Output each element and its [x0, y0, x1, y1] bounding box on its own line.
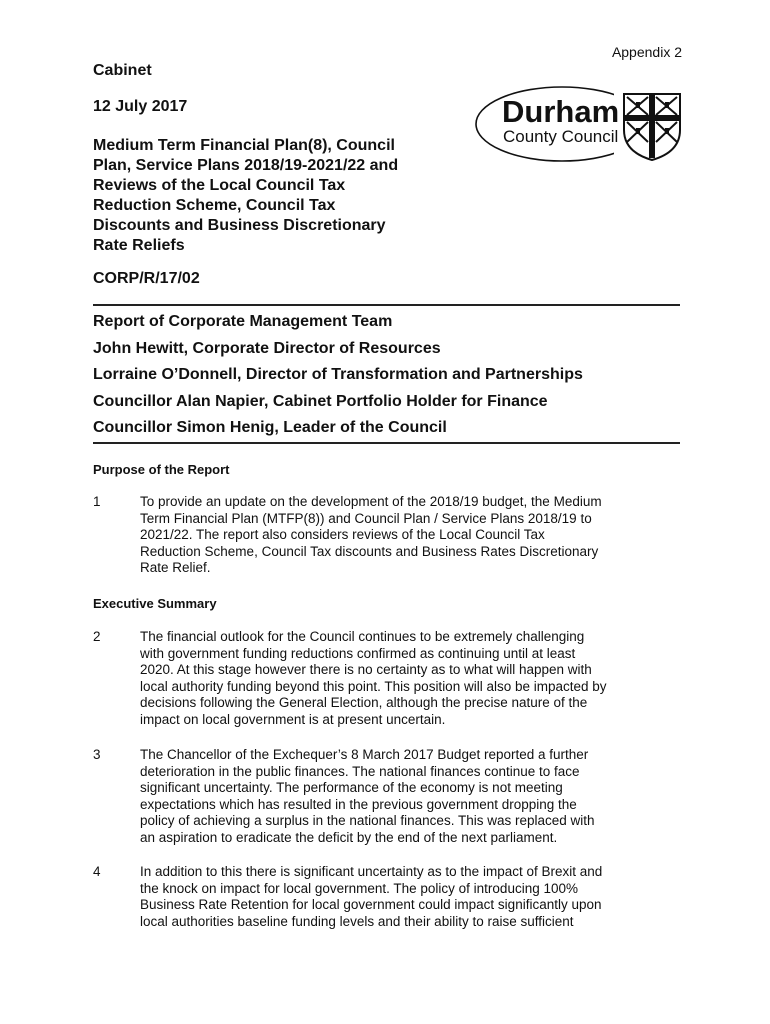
council-logo	[474, 84, 686, 164]
title-line: Medium Term Financial Plan(8), Council	[93, 137, 395, 154]
author-line: Lorraine O’Donnell, Director of Transformation and Partnerships	[93, 366, 583, 383]
paragraph-number: 2	[93, 629, 101, 644]
title-line: Reviews of the Local Council Tax	[93, 177, 346, 194]
paragraph-number: 1	[93, 494, 101, 509]
paragraph-line: In addition to this there is significant uncertainty as to the impact of Brexit and	[140, 864, 603, 879]
paragraph-line: policy of achieving a surplus in the national finances. This was replaced with	[140, 813, 595, 829]
paragraph-line: Rate Relief.	[140, 560, 211, 576]
paragraph	[93, 629, 683, 729]
title-line: Discounts and Business Discretionary	[93, 217, 386, 234]
report-reference: CORP/R/17/02	[93, 270, 200, 287]
report-authors	[93, 312, 583, 445]
author-line: Councillor Alan Napier, Cabinet Portfolio Holder for Finance	[93, 392, 548, 410]
paragraph-number: 3	[93, 747, 101, 762]
paragraph-line: 2021/22. The report also considers reviews of the Local Council Tax	[140, 527, 545, 543]
paragraph-line: impact on local government is at present uncertain.	[140, 711, 446, 727]
paragraph-line: The financial outlook for the Council continues to be extremely challenging	[140, 629, 585, 644]
paragraph	[93, 747, 683, 847]
title-line: Plan, Service Plans 2018/19-2021/22 and	[93, 157, 399, 174]
paragraph-line: local authority funding beyond this point. This position will also be impacted by	[140, 678, 607, 694]
paragraph-line: decisions following the General Election, although the precise nature of the	[140, 695, 588, 711]
author-line: John Hewitt, Corporate Director of Resources	[93, 339, 441, 357]
paragraph-line: an aspiration to eradicate the deficit by the end of the next parliament.	[140, 829, 558, 845]
paragraph-line: local authorities baseline funding levels and their ability to raise sufficient	[140, 913, 574, 929]
title-line: Reduction Scheme, Council Tax	[93, 197, 336, 214]
logo-word-durham: Durham	[502, 94, 620, 129]
author-line: Councillor Simon Henig, Leader of the Council	[93, 419, 447, 436]
meeting-name: Cabinet	[93, 62, 152, 79]
paragraph-line: Reduction Scheme, Council Tax discounts and Business Rates Discretionary	[140, 543, 599, 559]
paragraph-line: Term Financial Plan (MTFP(8)) and Council Plan / Service Plans 2018/19 to	[140, 510, 592, 526]
paragraph-line: The Chancellor of the Exchequer’s 8 March 2017 Budget reported a further	[140, 747, 589, 762]
paragraph-line: the knock on impact for local government. The policy of introducing 100%	[140, 880, 578, 896]
author-line: Report of Corporate Management Team	[93, 313, 393, 330]
report-title	[93, 136, 453, 256]
paragraph-line: deterioration in the public finances. The national finances continue to face	[140, 763, 580, 779]
top-divider	[93, 304, 680, 306]
paragraph-line: significant uncertainty. The performance of the economy is not meeting	[140, 780, 563, 796]
meeting-date: 12 July 2017	[93, 98, 188, 115]
title-line: Rate Reliefs	[93, 237, 185, 254]
bottom-divider	[93, 442, 680, 444]
paragraph-line: with government funding reductions confirmed as continuing until at least	[140, 645, 576, 661]
paragraph-line: Business Rate Retention for local government could impact significantly upon	[140, 897, 602, 913]
paragraph	[93, 494, 683, 577]
appendix-label: Appendix 2	[611, 44, 682, 60]
paragraph	[93, 864, 683, 930]
logo-word-county-council: County Council	[503, 127, 619, 146]
paragraph-line: 2020. At this stage however there is no certainty as to what will happen with	[140, 662, 592, 678]
executive-summary-heading: Executive Summary	[93, 596, 217, 611]
paragraph-line: To provide an update on the development of the 2018/19 budget, the Medium	[140, 494, 602, 509]
purpose-heading: Purpose of the Report	[93, 462, 230, 477]
paragraph-line: expectations which has resulted in the previous government dropping the	[140, 796, 577, 812]
paragraph-number: 4	[93, 864, 101, 879]
